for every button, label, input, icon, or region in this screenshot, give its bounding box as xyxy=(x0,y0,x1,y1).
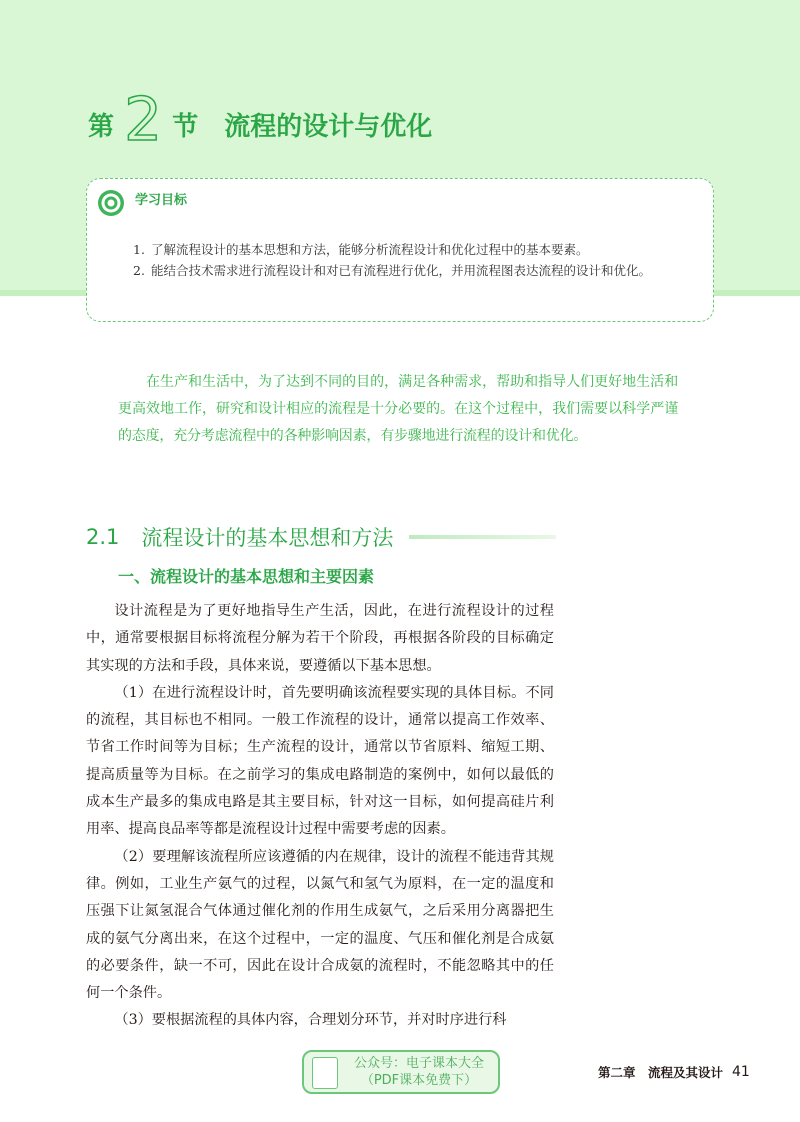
stamp-line2: （PDF课本免费下） xyxy=(360,1073,478,1088)
objectives-title: 学习目标 xyxy=(135,193,188,208)
body-paragraph: （2）要理解该流程所应该遵循的内在规律，设计的流程不能违背其规律。例如，工业生产氨气的过程，以氮气和氢气为原料，在一定的温度和压强下让氮氢混合气体通过催化剂的作用生成氨气，之后采用分离器把生成的氨气分离出来，在这个过程中，一定的温度、气压和催化剂是合成氨的必要条件，缺一不可，因此在设计合成氨的流程时，不能忽略其中的任何一个条件。 xyxy=(86,848,554,1002)
book-icon xyxy=(312,1057,338,1089)
objective-text: 能结合技术需求进行流程设计和对已有流程进行优化，并用流程图表达流程的设计和优化。 xyxy=(151,263,652,278)
watermark-stamp xyxy=(302,1050,500,1094)
objective-text: 了解流程设计的基本思想和方法，能够分析流程设计和优化过程中的基本要素。 xyxy=(151,242,589,257)
section-title: 流程的设计与优化 xyxy=(224,112,433,142)
section-heading xyxy=(88,85,433,155)
subsection-title: 流程设计的基本思想和方法 xyxy=(141,526,394,550)
learning-objectives-box xyxy=(86,178,714,322)
section-prefix: 第 xyxy=(88,112,115,142)
topic-heading: 一、流程设计的基本思想和主要因素 xyxy=(118,567,375,586)
body-text xyxy=(86,598,554,1035)
objective-item xyxy=(133,239,693,260)
body-paragraph: （3）要根据流程的具体内容，合理划分环节，并对时序进行科 xyxy=(114,1012,507,1029)
objective-number: 2. xyxy=(133,263,145,278)
body-paragraph: 设计流程是为了更好地指导生产生活，因此，在进行流程设计的过程中，通常要根据目标将流程分解为若干个阶段，再根据各阶段的目标确定其实现的方法和手段，具体来说，要遵循以下基本思想。 xyxy=(86,603,554,674)
subsection-rule xyxy=(409,535,556,539)
objective-item xyxy=(133,260,693,281)
page-number: 41 xyxy=(732,1064,750,1080)
subsection-heading xyxy=(86,520,556,554)
stamp-line1: 公众号：电子课本大全 xyxy=(353,1056,484,1071)
target-icon xyxy=(97,189,125,217)
footer-chapter: 第二章 流程及其设计 xyxy=(598,1065,724,1080)
objective-number: 1. xyxy=(133,242,145,257)
subsection-number: 2.1 xyxy=(86,525,120,549)
section-suffix: 节 xyxy=(172,112,199,142)
section-number: 2 xyxy=(124,85,163,155)
intro-paragraph: 在生产和生活中，为了达到不同的目的，满足各种需求，帮助和指导人们更好地生活和更高效地工作，研究和设计相应的流程是十分必要的。在这个过程中，我们需要以科学严谨的态度，充分考虑流程中的各种影响因素，有步骤地进行流程的设计和优化。 xyxy=(118,374,678,444)
objectives-list xyxy=(133,239,693,281)
body-paragraph: （1）在进行流程设计时，首先要明确该流程要实现的具体目标。不同的流程，其目标也不相同。一般工作流程的设计，通常以提高工作效率、节省工作时间等为目标；生产流程的设计，通常以节省原料、缩短工期、提高质量等为目标。在之前学习的集成电路制造的案例中，如何以最低的成本生产最多的集成电路是其主要目标，针对这一目标，如何提高硅片利用率、提高良品率等都是流程设计过程中需要考虑的因素。 xyxy=(86,684,554,838)
